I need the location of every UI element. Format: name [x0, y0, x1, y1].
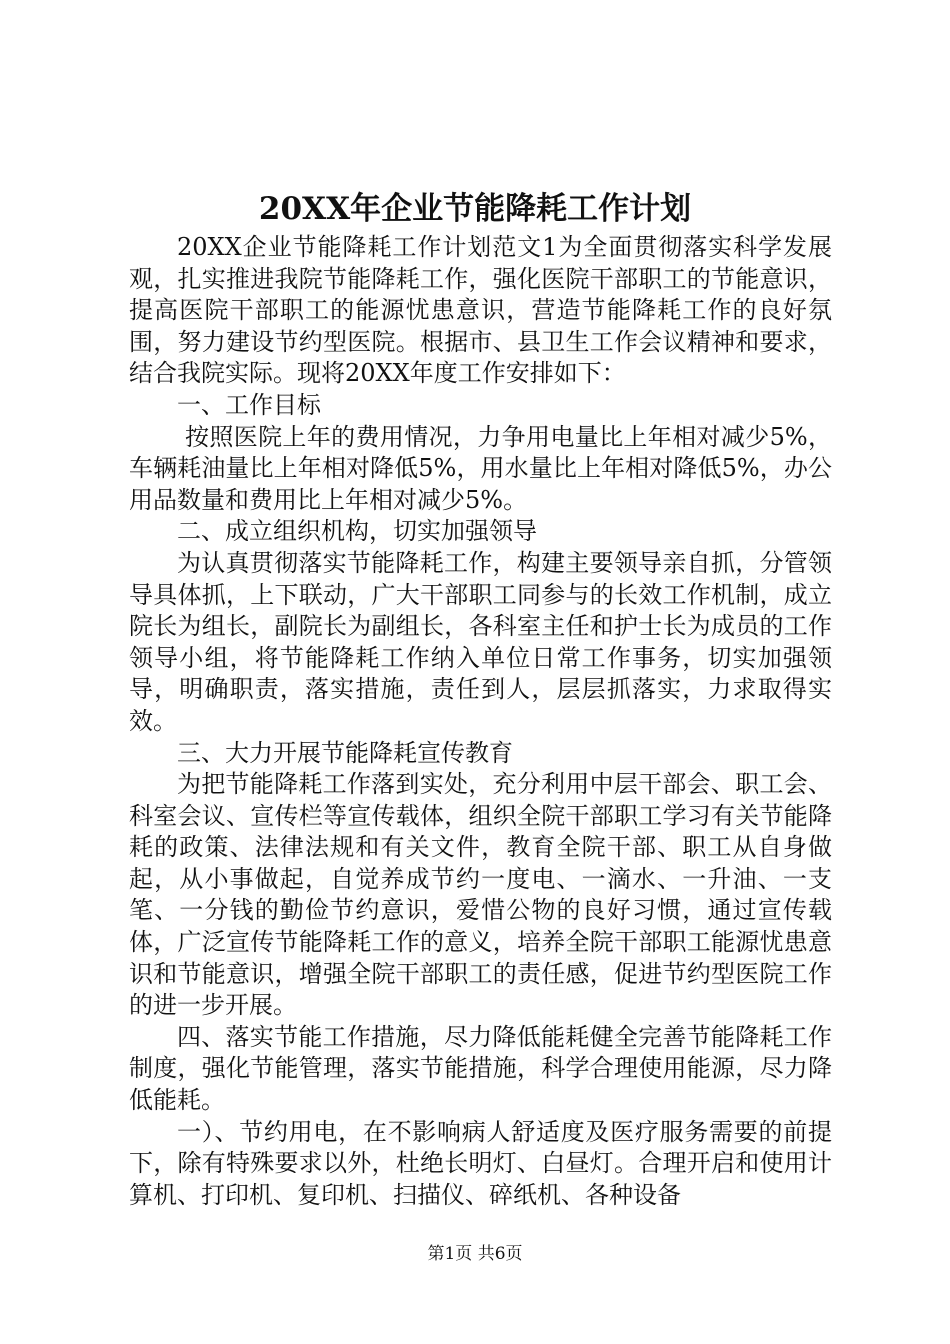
document-title: 20XX年企业节能降耗工作计划 — [258, 191, 692, 227]
document-body — [129, 232, 832, 1211]
heading-work-goals: 一、工作目标 — [177, 390, 321, 419]
heading-organization: 二、成立组织机构，切实加强领导 — [177, 517, 537, 546]
paragraph-intro: 20XX企业节能降耗工作计划范文1为全面贯彻落实科学发展观，扎实推进我院节能降耗工作，强化医院干部职工的节能意识，提高医院干部职工的能源忧患意识，营造节能降耗工作的良好氛围，努力建设节约型医院。根据市、县卫生工作会议精神和要求，结合我院实际。现将20XX年度工作安排如下： — [129, 233, 832, 388]
paragraph-measures: 四、落实节能工作措施，尽力降低能耗健全完善节能降耗工作制度，强化节能管理，落实节能措施，科学合理使用能源，尽力降低能耗。 — [129, 1022, 832, 1115]
paragraph-publicity: 为把节能降耗工作落到实处，充分利用中层干部会、职工会、科室会议、宣传栏等宣传载体，组织全院干部职工学习有关节能降耗的政策、法律法规和有关文件，教育全院干部、职工从自身做起，从小事做起，自觉养成节约一度电、一滴水、一升油、一支笔、一分钱的勤俭节约意识，爱惜公物的良好习惯，通过宣传载体，广泛宣传节能降耗工作的意义，培养全院干部职工能源忧患意识和节能意识，增强全院干部职工的责任感，促进节约型医院工作的进一步开展。 — [129, 770, 832, 1020]
paragraph-organization: 为认真贯彻落实节能降耗工作，构建主要领导亲自抓，分管领导具体抓，上下联动，广大干部职工同参与的长效工作机制，成立院长为组长，副院长为副组长，各科室主任和护士长为成员的工作领导小组，将节能降耗工作纳入单位日常工作事务，切实加强领导，明确职责，落实措施，责任到人，层层抓落实，力求取得实效。 — [129, 548, 832, 735]
paragraph-work-goals: 按照医院上年的费用情况，力争用电量比上年相对减少5%，车辆耗油量比上年相对降低5%，用水量比上年相对降低5%，办公用品数量和费用比上年相对减少5%。 — [129, 422, 832, 514]
page-footer: 第1页 共6页 — [427, 1244, 523, 1264]
paragraph-electricity: 一）、节约用电，在不影响病人舒适度及医疗服务需要的前提下，除有特殊要求以外，杜绝长明灯、白昼灯。合理开启和使用计算机、打印机、复印机、扫描仪、碎纸机、各种设备 — [129, 1117, 832, 1209]
heading-publicity: 三、大力开展节能降耗宣传教育 — [177, 738, 513, 767]
